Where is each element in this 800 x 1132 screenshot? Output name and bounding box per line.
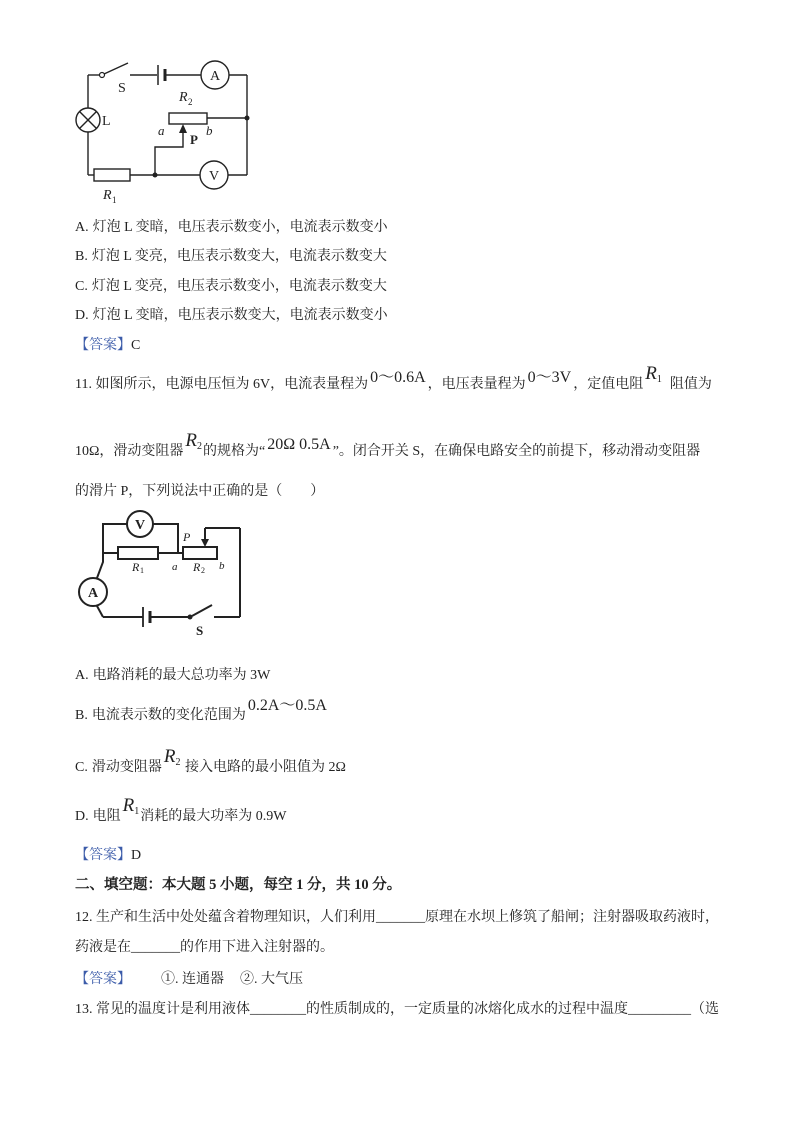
r1-subscript: 1	[140, 566, 144, 575]
option-text: 灯泡 L 变亮，电压表示数变小，电流表示数变大	[91, 279, 387, 294]
voltage-range-math: 0～3V	[527, 369, 572, 386]
option-text: 电阻	[92, 809, 121, 824]
voltmeter-label: V	[208, 169, 220, 184]
option-text: 消耗的最大功率为 0.9W	[140, 809, 287, 824]
answer-tag: 【答案】	[75, 972, 131, 987]
end-a-label: a	[158, 123, 165, 138]
question-text: 12. 生产和生活中处处蕴含着物理知识，人们利用	[75, 910, 376, 925]
r1-subscript: 1	[134, 806, 140, 817]
option-text: 接入电路的最小阻值为 2Ω	[184, 760, 346, 775]
q11-stem-line-2	[75, 430, 701, 460]
option-text: 电路消耗的最大总功率为 3W	[92, 668, 271, 683]
question-text: 原理在水坝上修筑了船闸；注射器吸取药液时，	[425, 910, 719, 925]
r1-letter: R	[645, 363, 657, 384]
q10-circuit-diagram	[60, 48, 265, 213]
q11-stem-line-1	[75, 363, 712, 393]
fill-blank: _______	[376, 910, 425, 925]
answer-tag: 【答案】	[75, 848, 131, 863]
q12-answer	[75, 970, 303, 990]
r2-subscript: 2	[175, 757, 181, 768]
section-heading: 二、填空题：本大题 5 小题，每空 1 分，共 10 分。	[75, 877, 402, 893]
r1-subscript: 1	[112, 195, 117, 205]
option-label: B.	[75, 708, 88, 723]
r2-symbol	[164, 746, 181, 767]
rheostat-spec-math: 20Ω 0.5A	[267, 436, 331, 453]
stem-text: 11. 如图所示，电源电压恒为 6V，电流表量程为	[75, 377, 369, 392]
q10-answer	[75, 336, 140, 356]
q10-option-a	[75, 218, 388, 238]
answer-tag: 【答案】	[75, 338, 131, 353]
resistor-r1	[118, 547, 158, 559]
resistor-r1	[94, 169, 130, 181]
q10-option-b	[75, 247, 387, 267]
question-text: （选	[691, 1002, 719, 1017]
r2-subscript: 2	[201, 566, 205, 575]
r1-label: R	[103, 188, 112, 203]
rheostat-r2	[183, 547, 217, 559]
ammeter-label: A	[209, 69, 221, 84]
q11-stem-line-3	[75, 482, 324, 502]
switch-lever	[192, 605, 212, 616]
q12-line-2	[75, 938, 334, 958]
option-label: B.	[75, 249, 88, 264]
stem-text: 的规格为“	[203, 444, 266, 459]
r2-label: R	[179, 90, 188, 105]
r1-letter: R	[122, 795, 135, 816]
answer-value: C	[131, 338, 141, 353]
q11-option-d	[75, 795, 287, 825]
r2-subscript: 2	[188, 97, 193, 107]
q11-option-c	[75, 746, 346, 776]
stem-text: 的滑片 P，下列说法中正确的是（ ）	[75, 484, 325, 499]
end-a-label: a	[172, 561, 178, 573]
switch-label: S	[196, 623, 204, 638]
option-label: C.	[75, 279, 88, 294]
option-label: A.	[75, 220, 89, 235]
option-label: A.	[75, 668, 89, 683]
option-label: C.	[75, 760, 88, 775]
current-range-math: 0～0.6A	[370, 369, 426, 386]
end-b-label: b	[219, 560, 225, 572]
r1-symbol	[123, 795, 140, 816]
option-text: 滑动变阻器	[91, 760, 162, 775]
switch-hinge	[188, 615, 193, 620]
switch-hinge	[100, 73, 105, 78]
answer-value-2: ②. 大气压	[240, 972, 303, 987]
current-range-math: 0.2A～0.5A	[247, 697, 327, 714]
r2-subscript: 2	[197, 441, 203, 452]
slider-arrow	[179, 124, 187, 133]
fill-blank: _______	[131, 940, 180, 955]
q11-circuit-diagram	[72, 505, 252, 645]
q10-option-c	[75, 277, 387, 297]
junction-dot	[153, 173, 158, 178]
stem-text: ，定值电阻	[573, 377, 644, 392]
answer-value: D	[131, 848, 142, 863]
r2-symbol	[185, 430, 202, 451]
stem-text: ”。闭合开关 S，在确保电路安全的前提下，移动滑动变阻器	[332, 444, 701, 459]
r1-label: R	[132, 560, 140, 574]
r2-label: R	[193, 560, 201, 574]
answer-value-1: ①. 连通器	[161, 972, 224, 987]
rheostat-r2	[169, 113, 207, 124]
r1-subscript: 1	[656, 374, 662, 385]
stem-text: 10Ω，滑动变阻器	[75, 444, 184, 459]
stem-text: ，电压表量程为	[427, 377, 526, 392]
voltmeter-label: V	[134, 518, 146, 533]
slider-label: P	[190, 132, 198, 147]
ammeter-label: A	[87, 586, 99, 601]
r2-letter: R	[185, 430, 198, 451]
question-text: 13. 常见的温度计是利用液体	[75, 1002, 250, 1017]
question-text: 的性质制成的，一定质量的冰熔化成水的过程中温度	[306, 1002, 628, 1017]
r2-letter: R	[163, 746, 176, 767]
question-text: 药液是在	[75, 940, 131, 955]
slider-label: P	[183, 530, 191, 544]
slider-arrow	[201, 539, 209, 547]
option-text: 灯泡 L 变亮，电压表示数变大，电流表示数变大	[91, 249, 387, 264]
switch-lever	[104, 63, 128, 74]
option-text: 灯泡 L 变暗，电压表示数变大，电流表示数变小	[92, 308, 388, 323]
stem-text: 阻值为	[669, 377, 712, 392]
fill-blank: ________	[250, 1002, 306, 1017]
switch-label: S	[118, 81, 126, 96]
option-label: D.	[75, 308, 89, 323]
q11-option-b	[75, 697, 329, 725]
q10-option-d	[75, 306, 388, 326]
q11-answer	[75, 846, 141, 866]
option-label: D.	[75, 809, 89, 824]
question-text: 的作用下进入注射器的。	[180, 940, 334, 955]
r1-symbol	[645, 363, 662, 384]
option-text: 电流表示数的变化范围为	[91, 708, 246, 723]
option-text: 灯泡 L 变暗，电压表示数变小，电流表示数变小	[92, 220, 388, 235]
q11-option-a	[75, 666, 270, 686]
fill-blank: _________	[628, 1002, 691, 1017]
lamp-label: L	[102, 114, 111, 129]
end-b-label: b	[206, 123, 213, 138]
q12-line-1	[75, 908, 719, 928]
q13-line-1	[75, 1000, 719, 1020]
